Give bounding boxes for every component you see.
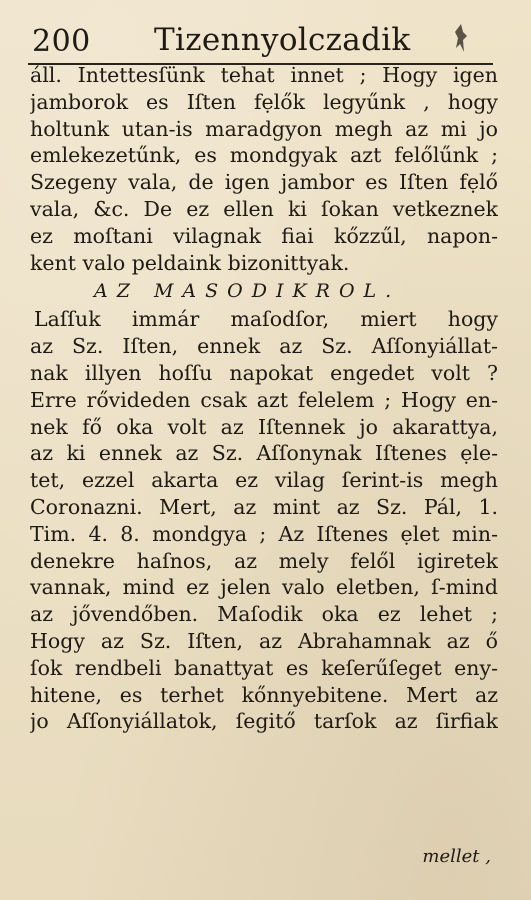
text-line: Tim. 4. 8. mondgya ; Az Iſtenes ẹlet min-	[30, 521, 498, 546]
text-line: holtunk utan-is maradgyon megh az mi jo	[30, 116, 498, 141]
page-number: 200	[32, 24, 91, 59]
text-line: az ki ennek az Sz. Aſſonynak Iſtenes ẹle-	[30, 441, 498, 466]
text-line: ez moſtani vilagnak fiai kőzzűl, napon-	[30, 223, 498, 248]
text-line: nak illyen hoſſu napokat engedet volt ?	[30, 360, 498, 385]
text-line: jamborok es Iſten fẹlők legyűnk , hogy	[30, 89, 498, 114]
text-line: vannak, mind ez jelen valo eletben, ſ-mind	[30, 575, 498, 600]
text-line: Erre rővideden csak azt felelem ; Hogy en-	[30, 387, 498, 412]
text-line: áll. Intettesſünk tehat innet ; Hogy igen	[30, 63, 498, 87]
text-line: nek fő oka volt az Iſtennek jo akarattya,	[30, 414, 498, 439]
page-header	[30, 18, 495, 62]
text-line: kent valo peldaink bizonittyak.	[30, 250, 350, 275]
page-body	[30, 62, 498, 735]
text-line: az Sz. Iſten, ennek az Sz. Aſſonyiállat-	[30, 334, 498, 359]
text-line: denekre haſnos, az mely felől igiretek	[30, 548, 498, 573]
text-line: Hogy az Sz. Iſten, az Abrahamnak az ő	[30, 628, 498, 653]
text-line: vala, &c. De ez ellen ki ſokan vetkeznek	[30, 196, 498, 221]
running-head: Tizennyolczadik	[154, 22, 411, 58]
text-line: hitene, es terhet kőnnyebitene. Mert az	[30, 682, 498, 707]
text-line: Szegeny vala, de igen jambor es Iſten fẹlő	[30, 170, 498, 195]
section-heading: AZ MASODIKROL.	[94, 280, 401, 303]
text-line: az jővendőben. Maſodik oka ez lehet ;	[30, 602, 498, 627]
text-line: Coronazni. Mert, az mint az Sz. Pál, 1.	[30, 494, 498, 519]
text-line: tet, ezzel akarta ez vilag ſerint-is megh	[30, 468, 498, 493]
text-line: Laſſuk immár maſodſor, miert hogy	[34, 307, 498, 332]
text-line: ſok rendbeli banattyat es keſerűſeget eny-	[30, 655, 498, 680]
text-line: emlekezetűnk, es mondgyak azt felőlűnk ;	[30, 143, 498, 168]
text-line: jo Aſſonyiállatok, ſegitő tarſok az ſirfiak	[30, 709, 498, 734]
ink-mark-icon	[453, 24, 469, 54]
catchword: mellet ,	[422, 846, 491, 867]
